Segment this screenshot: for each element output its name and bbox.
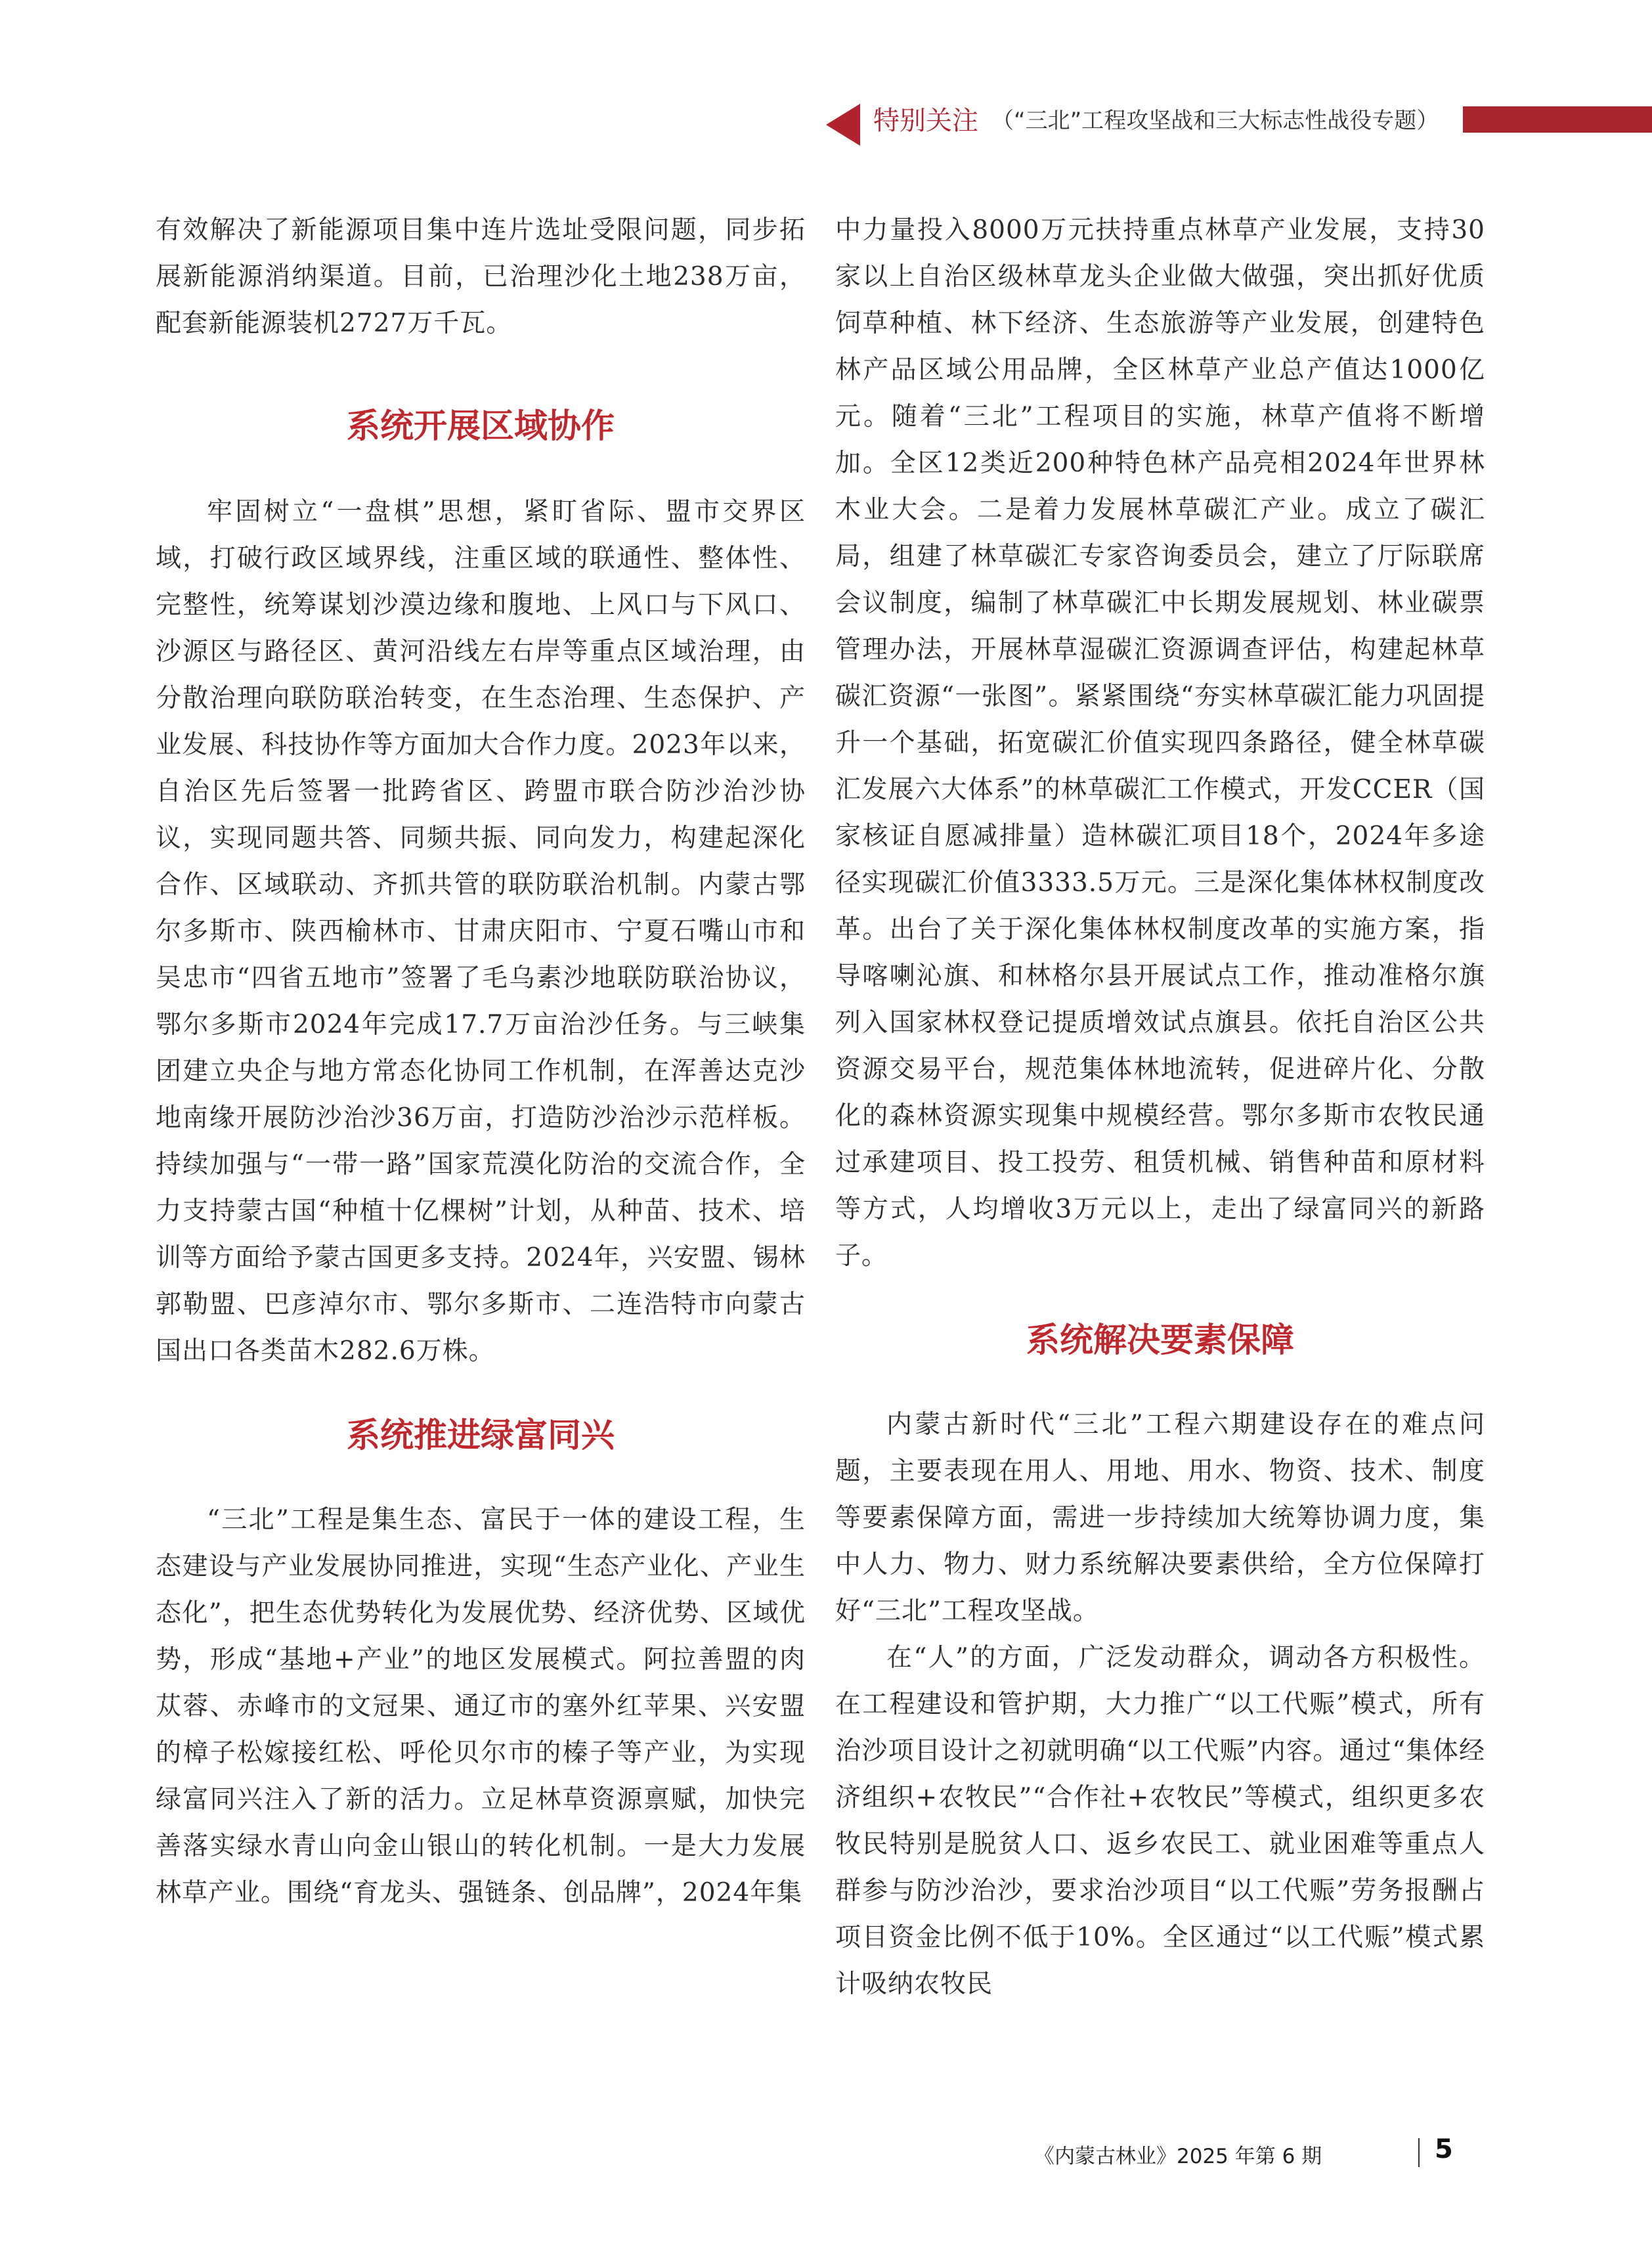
section-heading: 系统推进绿富同兴 [346,1416,615,1455]
page-number: 5 [1435,2134,1453,2164]
right-column [835,207,1485,2007]
paragraph: 牢固树立“一盘棋”思想，紧盯省际、盟市交界区域，打破行政区域界线，注重区域的联通性、整体性、完整性，统筹谋划沙漠边缘和腹地、上风口与下风口、沙源区与路径区、黄河沿线左右岸等重点区域治理，由分散治理向联防联治转变，在生态治理、生态保护、产业发展、科技协作等方面加大合作力度。2023年以来，自治区先后签署一批跨省区、跨盟市联合防沙治沙协议，实现同题共答、同频共振、同向发力，构建起深化合作、区域联动、齐抓共管的联防联治机制。内蒙古鄂尔多斯市、陕西榆林市、甘肃庆阳市、宁夏石嘴山市和吴忠市“四省五地市”签署了毛乌素沙地联防联治协议，鄂尔多斯市2024年完成17.7万亩治沙任务。与三峡集团建立央企与地方常态化协同工作机制，在浑善达克沙地南缘开展防沙治沙36万亩，打造防沙治沙示范样板。持续加强与“一带一路”国家荒漠化防治的交流合作，全力支持蒙古国“种植十亿棵树”计划，从种苗、技术、培训等方面给予蒙古国更多支持。2024年，兴安盟、锡林郭勒盟、巴彦淖尔市、鄂尔多斯市、二连浩特市向蒙古国出口各类苗木282.6万株。 [156,497,806,1366]
paragraph: 在“人”的方面，广泛发动群众，调动各方积极性。在工程建设和管护期，大力推广“以工代赈”模式，所有治沙项目设计之初就明确“以工代赈”内容。通过“集体经济组织+农牧民”“合作社+农牧民”等模式，组织更多农牧民特别是脱贫人口、返乡农民工、就业困难等重点人群参与防沙治沙，要求治沙项目“以工代赈”劳务报酬占项目资金比例不低于10%。全区通过“以工代赈”模式累计吸纳农牧民 [835,1643,1485,1999]
section-heading: 系统开展区域协作 [346,407,615,446]
section-label: 特别关注 [873,106,978,136]
section-heading: 系统解决要素保障 [1026,1321,1294,1360]
paragraph: 有效解决了新能源项目集中连片选址受限问题，同步拓展新能源消纳渠道。目前，已治理沙化土地238万亩，配套新能源装机2727万千瓦。 [156,215,806,338]
paragraph: 中力量投入8000万元扶持重点林草产业发展，支持30家以上自治区级林草龙头企业做大做强，突出抓好优质饲草种植、林下经济、生态旅游等产业发展，创建特色林产品区域公用品牌，全区林草产业总产值达1000亿元。随着“三北”工程项目的实施，林草产值将不断增加。全区12类近200种特色林产品亮相2024年世界林木业大会。二是着力发展林草碳汇产业。成立了碳汇局，组建了林草碳汇专家咨询委员会，建立了厅际联席会议制度，编制了林草碳汇中长期发展规划、林业碳票管理办法，开展林草湿碳汇资源调查评估，构建起林草碳汇资源“一张图”。紧紧围绕“夯实林草碳汇能力巩固提升一个基础，拓宽碳汇价值实现四条路径，健全林草碳汇发展六大体系”的林草碳汇工作模式，开发CCER（国家核证自愿减排量）造林碳汇项目18个，2024年多途径实现碳汇价值3333.5万元。三是深化集体林权制度改革。出台了关于深化集体林权制度改革的实施方案，指导喀喇沁旗、和林格尔县开展试点工作，推动准格尔旗列入国家林权登记提质增效试点旗县。依托自治区公共资源交易平台，规范集体林地流转，促进碎片化、分散化的森林资源实现集中规模经营。鄂尔多斯市农牧民通过承建项目、投工投劳、租赁机械、销售种苗和原材料等方式，人均增收3万元以上，走出了绿富同兴的新路子。 [835,215,1485,1271]
header-triangle-icon [826,104,860,146]
topic-subtitle: （“三北”工程攻坚战和三大标志性战役专题） [991,108,1439,134]
left-column [156,207,806,1916]
paragraph: 内蒙古新时代“三北”工程六期建设存在的难点问题，主要表现在用人、用地、用水、物资、技术、制度等要素保障方面，需进一步持续加大统筹协调力度，集中人力、物力、财力系统解决要素供给，全方位保障打好“三北”工程攻坚战。 [835,1410,1485,1626]
footer-divider [1418,2138,1420,2167]
header-bar [1463,106,1652,133]
paragraph: “三北”工程是集生态、富民于一体的建设工程，生态建设与产业发展协同推进，实现“生态产业化、产业生态化”，把生态优势转化为发展优势、经济优势、区域优势，形成“基地+产业”的地区发展模式。阿拉善盟的肉苁蓉、赤峰市的文冠果、通辽市的塞外红苹果、兴安盟的樟子松嫁接红松、呼伦贝尔市的榛子等产业，为实现绿富同兴注入了新的活力。立足林草资源禀赋，加快完善落实绿水青山向金山银山的转化机制。一是大力发展林草产业。围绕“育龙头、强链条、创品牌”，2024年集 [156,1505,806,1908]
journal-footer: 《内蒙古林业》2025 年第 6 期 [1034,2145,1322,2168]
